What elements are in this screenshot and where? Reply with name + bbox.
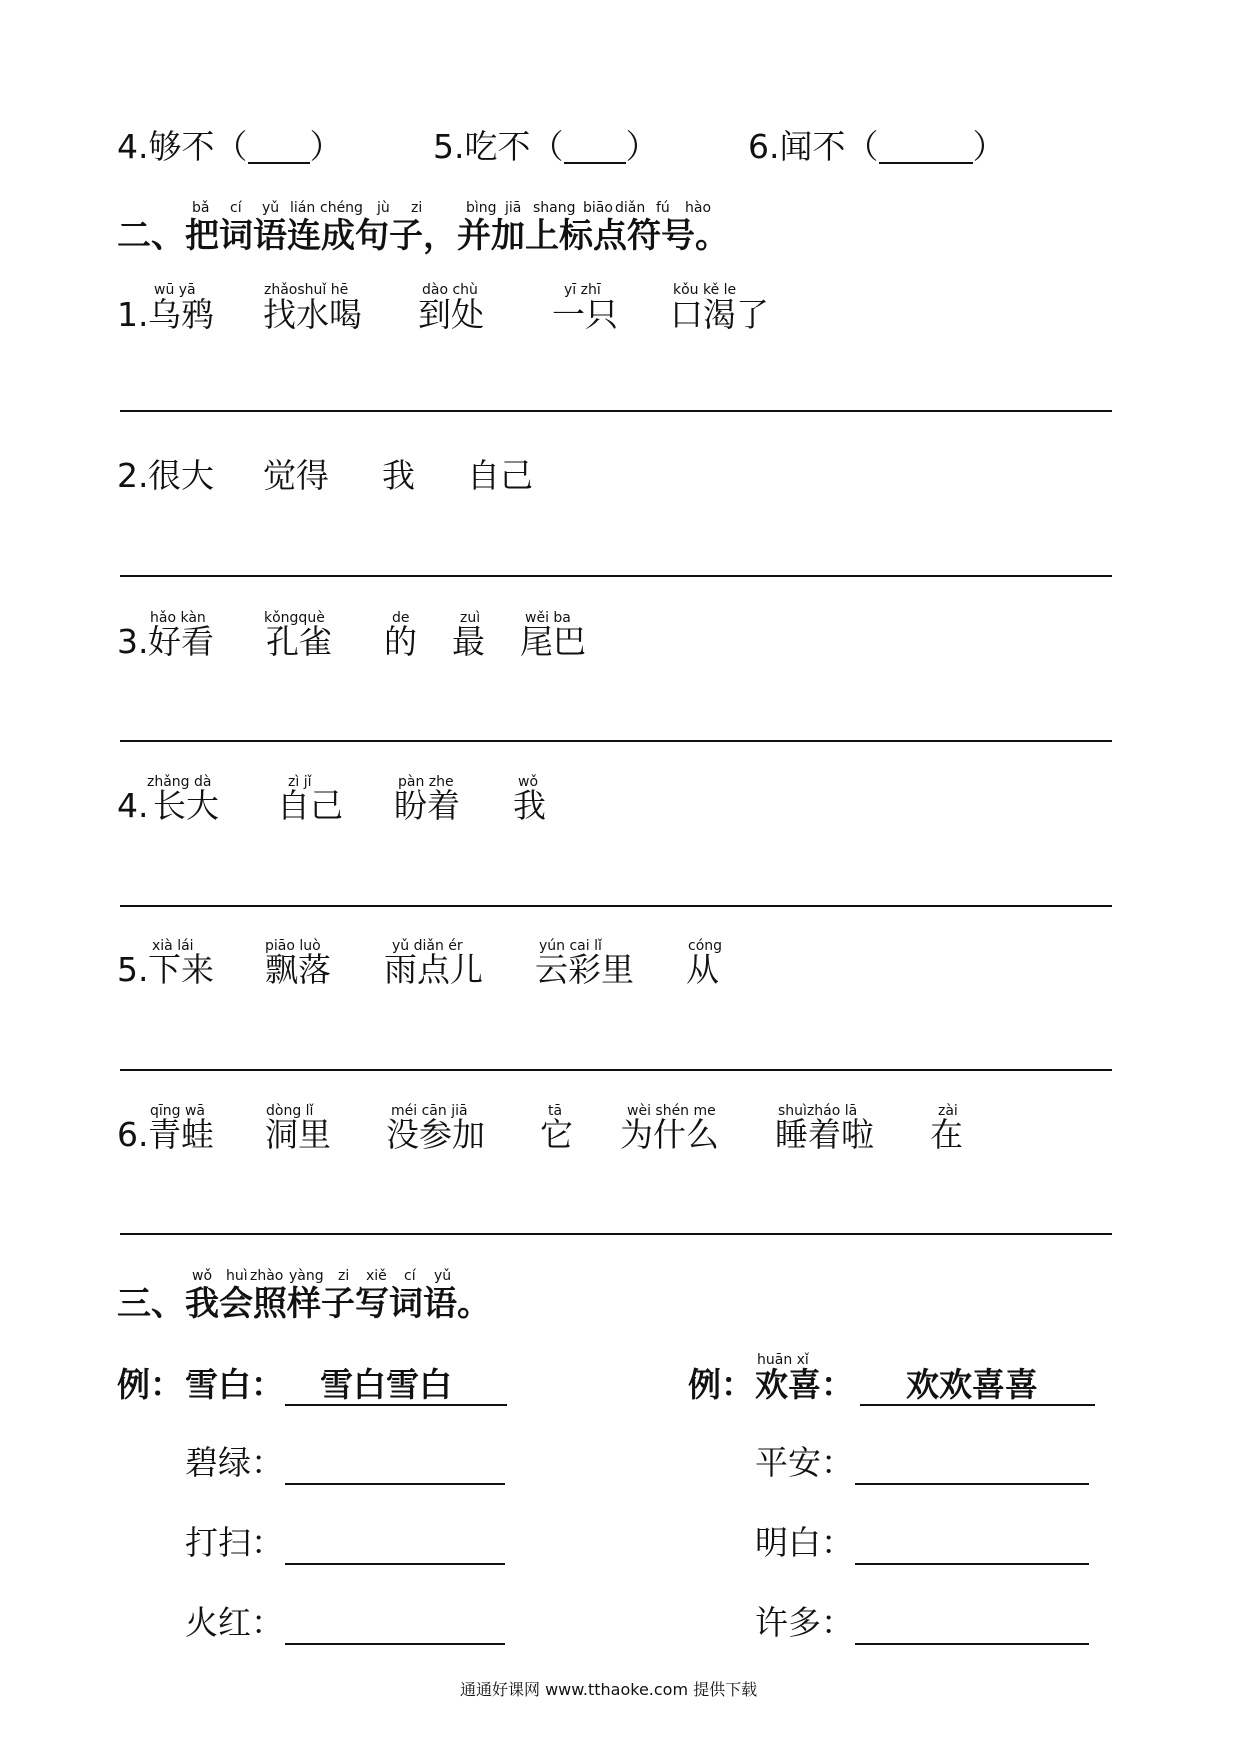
section3-title: 三、我会照样子写词语。 <box>117 1284 491 1324</box>
word-card: 乌鸦 <box>148 295 214 334</box>
word-card: 我 <box>513 786 546 825</box>
example-underline <box>860 1404 1095 1406</box>
word-pinyin: de <box>392 610 410 626</box>
title-pinyin: yǔ <box>434 1268 452 1284</box>
word-card: 盼着 <box>394 786 460 825</box>
section2-title: 二、把词语连成句子，并加上标点符号。 <box>117 216 729 256</box>
word-card: 最 <box>452 622 485 661</box>
example-underline <box>285 1404 507 1406</box>
word-card: 孔雀 <box>266 622 332 661</box>
word-pinyin: dào chù <box>422 282 478 298</box>
practice-answer-line[interactable] <box>855 1643 1089 1645</box>
title-pinyin: yàng <box>289 1268 324 1284</box>
practice-answer-line[interactable] <box>855 1483 1089 1485</box>
title-pinyin: jù <box>377 200 390 216</box>
fill-item-6: 6.闻不（ ） <box>748 127 1006 166</box>
word-card: 口渴了 <box>670 295 769 334</box>
fill-item-5: 5.吃不（ ） <box>433 127 659 166</box>
word-card: 在 <box>930 1115 963 1154</box>
word-card: 洞里 <box>265 1115 331 1154</box>
word-pinyin: yún cai lǐ <box>539 938 602 954</box>
word-pinyin: piāo luò <box>265 938 321 954</box>
word-card: 从 <box>686 950 719 989</box>
word-card: 好看 <box>148 622 214 661</box>
word-pinyin: wěi ba <box>525 610 571 626</box>
word-card: 一只 <box>552 295 618 334</box>
blank-line[interactable] <box>248 130 310 164</box>
word-pinyin: méi cān jiā <box>391 1103 468 1119</box>
example-prefix: 例： <box>117 1365 183 1404</box>
answer-line[interactable] <box>120 905 1112 907</box>
example-word: 雪白： <box>185 1365 284 1404</box>
example-answer: 雪白雪白 <box>320 1365 452 1404</box>
title-pinyin: zi <box>338 1268 350 1284</box>
title-pinyin: yǔ <box>262 200 280 216</box>
word-card: 自己 <box>277 786 343 825</box>
word-card: 觉得 <box>263 456 329 495</box>
word-card: 睡着啦 <box>775 1115 874 1154</box>
practice-word: 打扫： <box>185 1523 284 1562</box>
title-pinyin: shang <box>533 200 576 216</box>
word-card: 到处 <box>418 295 484 334</box>
blank-line[interactable] <box>564 130 626 164</box>
footer-source: 通通好课网 www.tthaoke.com 提供下载 <box>460 1680 758 1699</box>
word-pinyin: qīng wā <box>150 1103 206 1119</box>
practice-word: 平安： <box>755 1443 854 1482</box>
word-pinyin: wǒ <box>518 774 539 790</box>
word-pinyin: zuì <box>460 610 481 626</box>
answer-line[interactable] <box>120 575 1112 577</box>
example-answer: 欢欢喜喜 <box>906 1365 1038 1404</box>
title-pinyin: cí <box>230 200 242 216</box>
practice-word: 许多： <box>755 1603 854 1642</box>
answer-line[interactable] <box>120 1233 1112 1235</box>
word-card: 很大 <box>148 456 214 495</box>
answer-line[interactable] <box>120 740 1112 742</box>
item-number: 4. <box>117 786 149 825</box>
word-pinyin: tā <box>548 1103 563 1119</box>
word-card: 它 <box>540 1115 573 1154</box>
title-pinyin: bìng <box>466 200 497 216</box>
word-card: 的 <box>384 622 417 661</box>
word-card: 我 <box>382 456 415 495</box>
word-card: 长大 <box>153 786 219 825</box>
example-prefix: 例： <box>688 1365 754 1404</box>
title-pinyin: zhào <box>250 1268 284 1284</box>
title-pinyin: cí <box>404 1268 416 1284</box>
title-pinyin: fú <box>656 200 670 216</box>
answer-line[interactable] <box>120 410 1112 412</box>
word-pinyin: zhǎng dà <box>147 774 212 790</box>
word-pinyin: yǔ diǎn ér <box>392 938 463 954</box>
word-pinyin: kǒngquè <box>264 610 325 626</box>
fill-item-4: 4.够不（ ） <box>117 127 343 166</box>
example-pinyin: huān xǐ <box>757 1352 809 1368</box>
word-pinyin: zì jǐ <box>288 774 312 790</box>
title-pinyin: chéng <box>320 200 363 216</box>
word-pinyin: pàn zhe <box>398 774 454 790</box>
word-pinyin: kǒu kě le <box>673 282 737 298</box>
title-pinyin: bǎ <box>192 200 210 216</box>
practice-word: 碧绿： <box>185 1443 284 1482</box>
word-card: 飘落 <box>265 950 331 989</box>
title-pinyin: jiā <box>505 200 522 216</box>
word-card: 云彩里 <box>535 950 634 989</box>
title-pinyin: zi <box>411 200 423 216</box>
word-pinyin: yī zhī <box>564 282 601 298</box>
title-pinyin: wǒ <box>192 1268 213 1284</box>
practice-word: 火红： <box>185 1603 284 1642</box>
word-pinyin: zhǎoshuǐ hē <box>264 282 349 298</box>
practice-word: 明白： <box>755 1523 854 1562</box>
word-pinyin: wū yā <box>154 282 196 298</box>
word-pinyin: wèi shén me <box>627 1103 716 1119</box>
word-pinyin: zài <box>938 1103 958 1119</box>
item-number: 6. <box>117 1115 149 1154</box>
word-card: 自己 <box>467 456 533 495</box>
item-number: 1. <box>117 295 149 334</box>
word-card: 为什么 <box>620 1115 719 1154</box>
word-card: 雨点儿 <box>384 950 483 989</box>
item-number: 5. <box>117 950 149 989</box>
title-pinyin: hào <box>685 200 712 216</box>
practice-answer-line[interactable] <box>285 1483 505 1485</box>
word-card: 找水喝 <box>263 295 362 334</box>
item-number: 3. <box>117 622 149 661</box>
practice-answer-line[interactable] <box>855 1563 1089 1565</box>
word-card: 没参加 <box>386 1115 485 1154</box>
blank-line[interactable] <box>879 130 973 164</box>
practice-answer-line[interactable] <box>285 1563 505 1565</box>
title-pinyin: biāo <box>583 200 613 216</box>
answer-line[interactable] <box>120 1069 1112 1071</box>
word-pinyin: cóng <box>688 938 723 954</box>
title-pinyin: xiě <box>366 1268 387 1284</box>
word-pinyin: xià lái <box>152 938 194 954</box>
word-card: 青蛙 <box>148 1115 214 1154</box>
word-pinyin: hǎo kàn <box>150 610 206 626</box>
example-word: 欢喜： <box>755 1365 854 1404</box>
word-card: 下来 <box>148 950 214 989</box>
practice-answer-line[interactable] <box>285 1643 505 1645</box>
item-number: 2. <box>117 456 149 495</box>
title-pinyin: diǎn <box>615 200 646 216</box>
word-pinyin: shuìzháo lā <box>778 1103 858 1119</box>
word-pinyin: dòng lǐ <box>266 1103 314 1119</box>
title-pinyin: lián <box>290 200 316 216</box>
word-card: 尾巴 <box>520 622 586 661</box>
title-pinyin: huì <box>226 1268 248 1284</box>
